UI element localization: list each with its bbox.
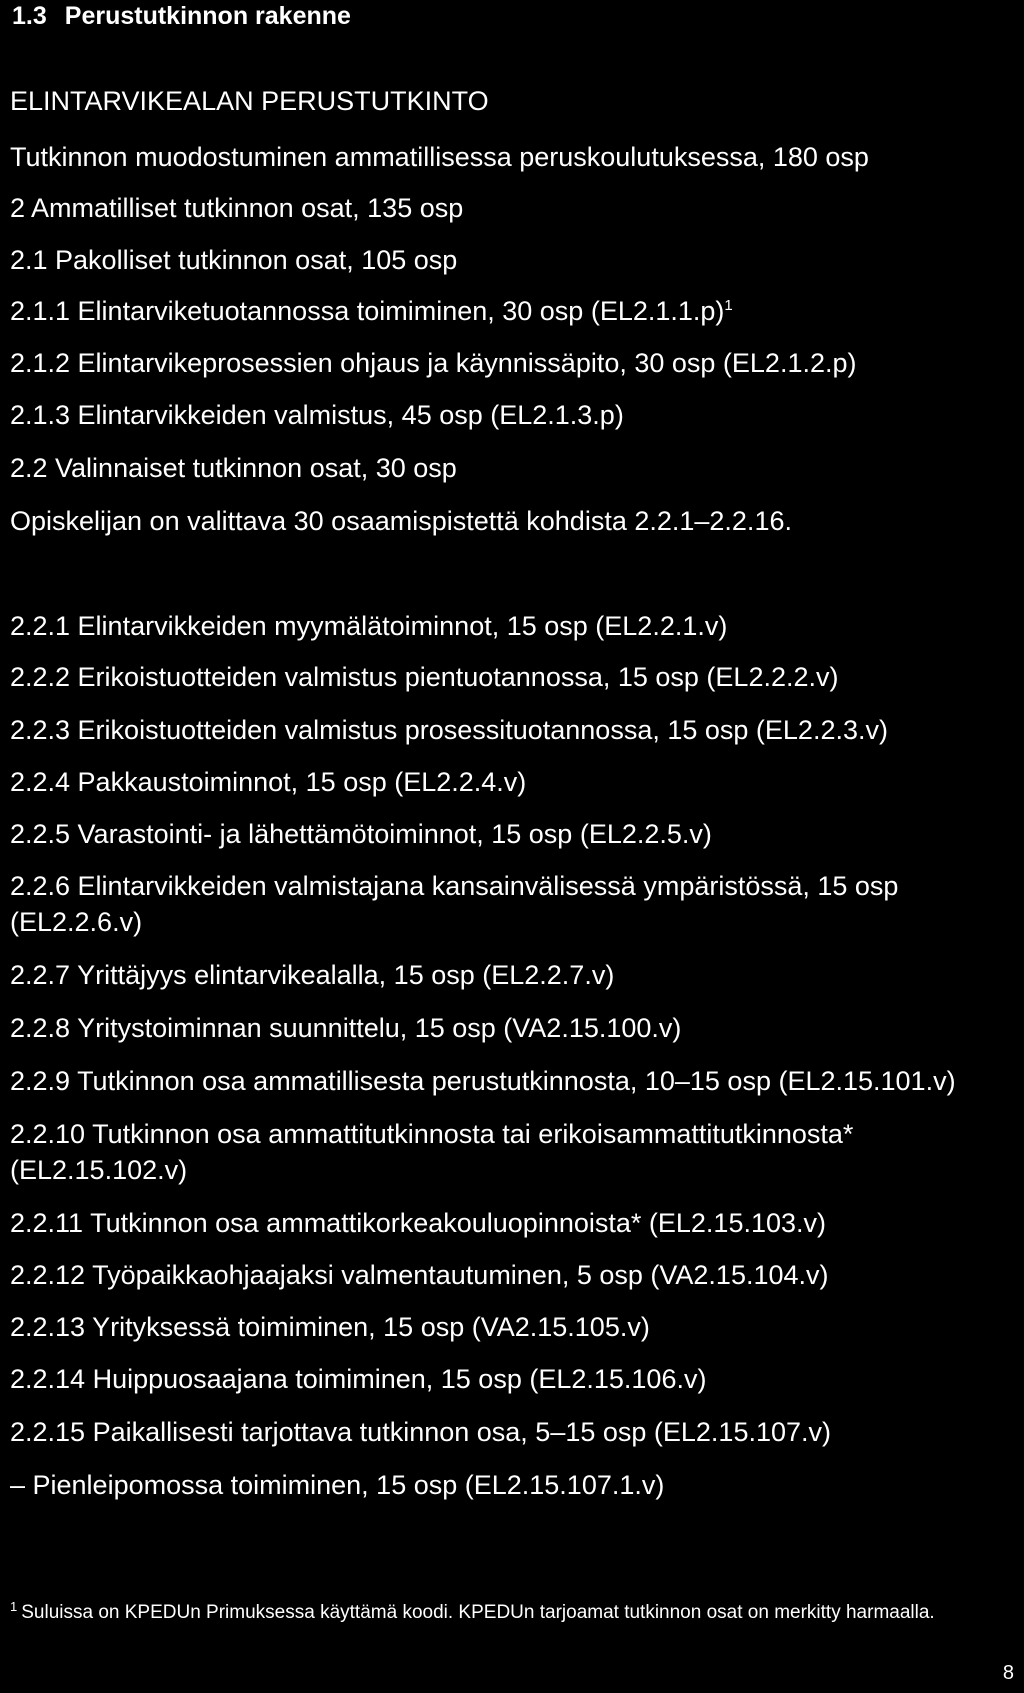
optional-part-2-2-11: 2.2.11 Tutkinnon osa ammattikorkeakouluopinnoista* (EL2.15.103.v) xyxy=(10,1208,826,1238)
footnote-reference: 1 xyxy=(724,297,733,314)
page-number: 8 xyxy=(1002,1662,1014,1684)
optional-part-2-2-10-code: (EL2.15.102.v) xyxy=(10,1155,188,1185)
optional-part-2-2-4: 2.2.4 Pakkaustoiminnot, 15 osp (EL2.2.4.v) xyxy=(10,767,527,797)
optional-part-2-2-7: 2.2.7 Yrittäjyys elintarvikealalla, 15 osp (EL2.2.7.v) xyxy=(10,960,615,990)
mandatory-part-2-1-3: 2.1.3 Elintarvikkeiden valmistus, 45 osp (EL2.1.3.p) xyxy=(10,400,624,430)
optional-note: Opiskelijan on valittava 30 osaamispistettä kohdista 2.2.1–2.2.16. xyxy=(10,506,792,536)
mandatory-part-2-1-1-text: 2.1.1 Elintarviketuotannossa toimiminen, 30 osp (EL2.1.1.p) xyxy=(10,296,725,326)
mandatory-part-2-1-1 xyxy=(10,293,1004,330)
optional-part-2-2-6-code: (EL2.2.6.v) xyxy=(10,907,143,937)
optional-part-2-2-14: 2.2.14 Huippuosaajana toimiminen, 15 osp (EL2.15.106.v) xyxy=(10,1364,707,1394)
footnote-mark: 1 xyxy=(10,1598,18,1614)
footnote-text: Suluissa on KPEDUn Primuksessa käyttämä koodi. KPEDUn tarjoamat tutkinnon osat on merkitty harmaalla. xyxy=(21,1602,935,1623)
section-heading xyxy=(12,0,351,32)
vocational-parts-line: 2 Ammatilliset tutkinnon osat, 135 osp xyxy=(10,193,464,223)
degree-title: ELINTARVIKEALAN PERUSTUTKINTO xyxy=(10,86,489,116)
footnote xyxy=(10,1599,1010,1626)
optional-part-2-2-15: 2.2.15 Paikallisesti tarjottava tutkinnon osa, 5–15 osp (EL2.15.107.v) xyxy=(10,1417,832,1447)
section-title: Perustutkinnon rakenne xyxy=(64,2,351,30)
optional-part-2-2-1: 2.2.1 Elintarvikkeiden myymälätoiminnot, 15 osp (EL2.2.1.v) xyxy=(10,611,728,641)
optional-parts-line: 2.2 Valinnaiset tutkinnon osat, 30 osp xyxy=(10,453,457,483)
optional-part-bakery: – Pienleipomossa toimiminen, 15 osp (EL2.15.107.1.v) xyxy=(10,1470,665,1500)
optional-part-2-2-13: 2.2.13 Yrityksessä toimiminen, 15 osp (VA2.15.105.v) xyxy=(10,1312,650,1342)
mandatory-part-2-1-2: 2.1.2 Elintarvikeprosessien ohjaus ja käynnissäpito, 30 osp (EL2.1.2.p) xyxy=(10,348,857,378)
optional-part-2-2-10: 2.2.10 Tutkinnon osa ammattitutkinnosta tai erikoisammattitutkinnosta* xyxy=(10,1119,854,1149)
optional-part-2-2-5: 2.2.5 Varastointi- ja lähettämötoiminnot, 15 osp (EL2.2.5.v) xyxy=(10,819,712,849)
optional-part-2-2-2: 2.2.2 Erikoistuotteiden valmistus pientuotannossa, 15 osp (EL2.2.2.v) xyxy=(10,662,839,692)
composition-line: Tutkinnon muodostuminen ammatillisessa peruskoulutuksessa, 180 osp xyxy=(10,142,869,172)
optional-part-2-2-12: 2.2.12 Työpaikkaohjaajaksi valmentautuminen, 5 osp (VA2.15.104.v) xyxy=(10,1260,829,1290)
section-number: 1.3 xyxy=(12,2,47,30)
mandatory-parts-line: 2.1 Pakolliset tutkinnon osat, 105 osp xyxy=(10,245,458,275)
optional-part-2-2-3: 2.2.3 Erikoistuotteiden valmistus prosessituotannossa, 15 osp (EL2.2.3.v) xyxy=(10,715,888,745)
optional-part-2-2-9: 2.2.9 Tutkinnon osa ammatillisesta perustutkinnosta, 10–15 osp (EL2.15.101.v) xyxy=(10,1066,956,1096)
optional-part-2-2-6: 2.2.6 Elintarvikkeiden valmistajana kansainvälisessä ympäristössä, 15 osp xyxy=(10,871,899,901)
optional-part-2-2-8: 2.2.8 Yritystoiminnan suunnittelu, 15 osp (VA2.15.100.v) xyxy=(10,1013,682,1043)
